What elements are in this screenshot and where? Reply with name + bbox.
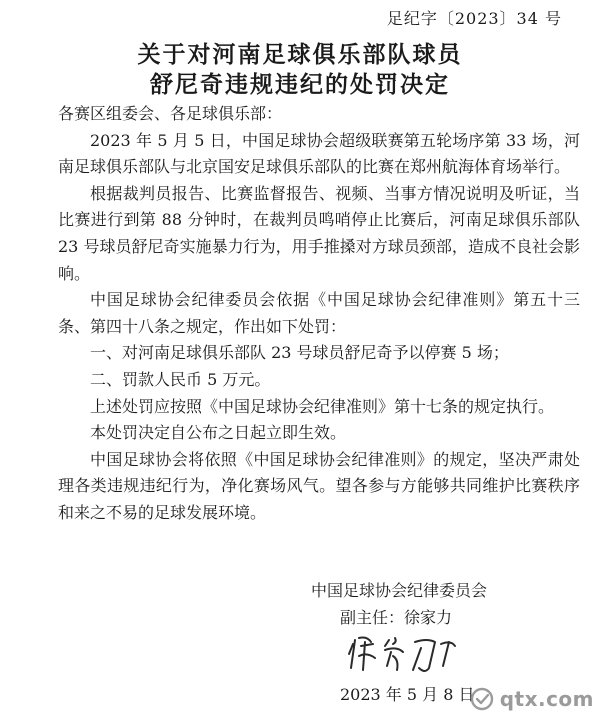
handwritten-signature xyxy=(345,630,465,676)
document-body xyxy=(58,101,580,527)
watermark xyxy=(470,687,594,711)
document-title-line-1: 关于对河南足球俱乐部队球员 xyxy=(137,42,463,68)
qtx-logo-icon xyxy=(470,687,494,711)
penalty-item-fine: 二、罚款人民币 5 万元。 xyxy=(90,369,271,389)
paragraph-basis: 中国足球协会纪律委员会依据《中国足球协会纪律准则》第五十三条、第四十八条之规定，作出如下处罚： xyxy=(58,290,580,336)
signature-organization: 中国足球协会纪律委员会 xyxy=(311,581,488,600)
document-date: 2023 年 5 月 8 日 xyxy=(340,685,475,704)
document-number: 足纪字〔2023〕34 号 xyxy=(386,9,562,28)
signature-role: 副主任：徐家力 xyxy=(340,608,453,627)
salutation: 各赛区组委会、各足球俱乐部： xyxy=(58,104,283,123)
document-title-line-2: 舒尼奇违规违纪的处罚决定 xyxy=(150,72,450,98)
paragraph-closing: 中国足球协会将依照《中国足球协会纪律准则》的规定，坚决严肃处理各类违规违纪行为，净化赛场风气。望各参与方能够共同维护比赛秩序和来之不易的足球发展环境。 xyxy=(58,449,580,522)
penalty-item-suspension: 一、对河南足球俱乐部队 23 号球员舒尼奇予以停赛 5 场； xyxy=(90,343,509,363)
watermark-text: qtx.com xyxy=(499,687,594,711)
paragraph-execution: 上述处罚应按照《中国足球协会纪律准则》第十七条的规定执行。 xyxy=(90,396,555,416)
paragraph-match-info: 2023 年 5 月 5 日，中国足球协会超级联赛第五轮场序第 33 场，河南足球俱乐部队与北京国安足球俱乐部队的比赛在郑州航海体育场举行。 xyxy=(58,130,580,177)
paragraph-incident: 根据裁判员报告、比赛监督报告、视频、当事方情况说明及听证，当比赛进行到第 88 分钟时，在裁判员鸣哨停止比赛后，河南足球俱乐部队 23 号球员舒尼奇实施暴力行为，用手推搡对方球员颈部，造成不良社会影响。 xyxy=(58,183,580,283)
paragraph-effective: 本处罚决定自公布之日起立即生效。 xyxy=(90,423,347,443)
